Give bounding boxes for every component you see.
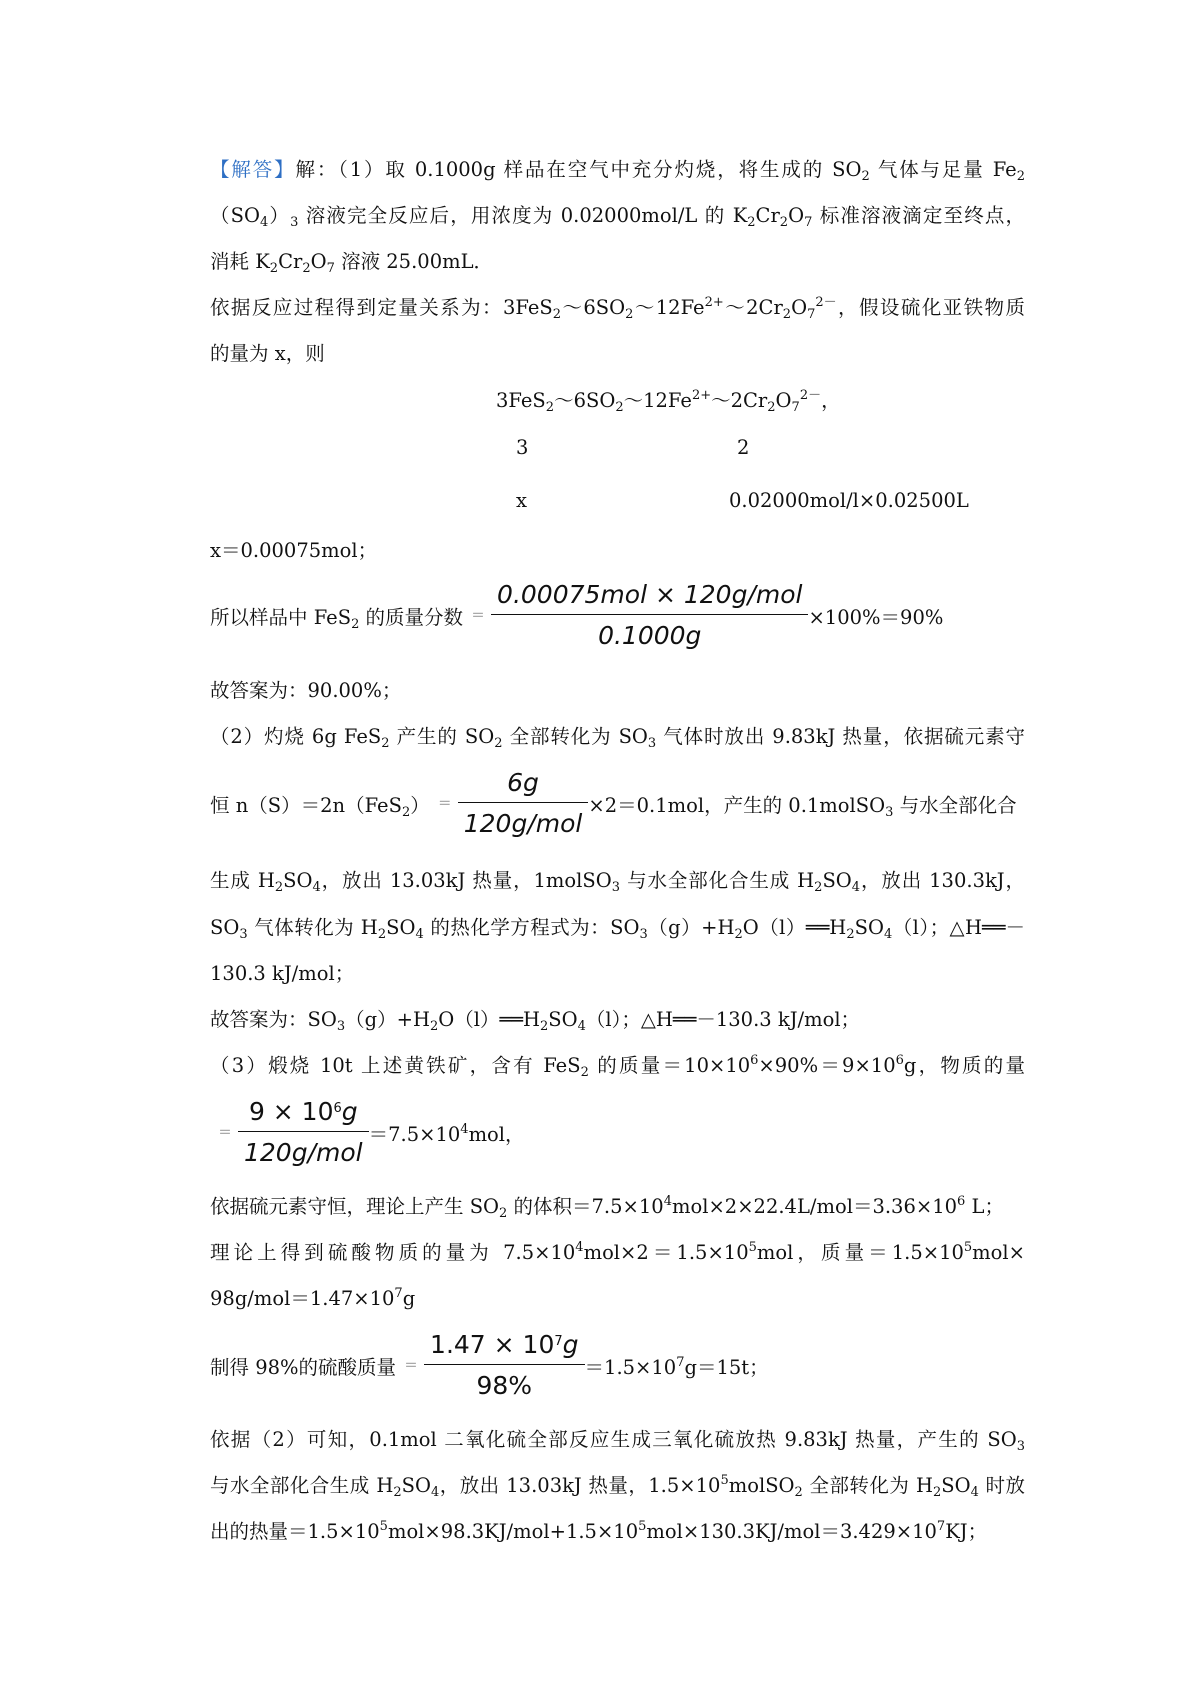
solution-line-3: 消耗 $K_2Cr_2O_7$ 溶液 25.00mL． — [210, 250, 494, 276]
answer-1: 故答案为：90.00%； — [210, 679, 402, 702]
part4-line-3: 出的热量$=1.5\times 10^5mol\times 98.3KJ/mol+1.5\times 10^5mol\times 130.3KJ/mol=3.429\times 10^7KJ$； — [210, 1519, 988, 1543]
fraction-moles: $\frac{9 \times 10^6g}{\text{120g/mol}}$ — [238, 1095, 369, 1170]
part2-line-4: $SO_3$ 气体转化为 $H_2SO_4$ 的热化学方程式为：$SO_3(g)+H_2O(l)══H_2SO_4(l)$；△H══－ — [210, 916, 1026, 942]
fraction-acid-mass: $\frac{1.47 \times 10^7g}{98\%}$ — [424, 1328, 584, 1403]
ratio-left: 3 — [516, 436, 529, 459]
part4-line-1: 依据（2）可知，0.1mol 二氧化硫全部反应生成三氧化硫放热 9.83kJ 热量，产生的 $SO_3$ — [210, 1428, 1025, 1454]
solution-line-2: $(SO_4)_3$ 溶液完全反应后，用浓度为 0.02000mol/L 的 $K_2Cr_2O_7$ 标准溶液滴定至终点， — [210, 204, 1025, 230]
part3-line-1: （3）煅烧 10t 上述黄铁矿，含有 FeS$_2$ 的质量$=10\times 10^6\times 90\%=9\times 10^6g$，物质的量 — [210, 1053, 1025, 1080]
mass-fraction-line: 所以样品中 FeS$_2$ 的质量分数 ＝ $\frac{\text{0.00075mol × 120g/mol}}{0.1000g}$ ×100%＝90% — [210, 578, 943, 653]
part3-line-5: $98g/mol=1.47\times 10^7g$ — [210, 1286, 416, 1310]
reaction-equation: $3FeS_2\sim 6SO_2\sim 12Fe^{2+}\sim 2Cr_2O_7^{2-}$， — [496, 388, 841, 415]
x-result: x＝0.00075mol； — [210, 539, 378, 562]
solution-line-5: 的量为 x，则 — [210, 342, 325, 365]
fraction-mass-fraction: $\frac{\text{0.00075mol × 120g/mol}}{0.1000g}$ — [491, 578, 808, 653]
fraction-moles-fes2: $\frac{6g}{\text{120g/mol}}$ — [458, 766, 589, 841]
unknown-right: 0.02000mol/l×0.02500L — [729, 489, 969, 512]
unknown-left: x — [516, 489, 527, 512]
solution-line-4: 依据反应过程得到定量关系为：$3FeS_2\sim 6SO_2\sim 12Fe^{2+}\sim 2Cr_2O_7^{2-}$，假设硫化亚铁物质 — [210, 295, 1025, 322]
solution-line-1: 【解答】解：（1）取 0.1000g 样品在空气中充分灼烧，将生成的 $SO_2$ 气体与足量 $Fe_2$ — [210, 158, 1025, 184]
answer-2: 故答案为：$SO_3(g)+H_2O(l)══H_2SO_4(l)$；△H══－130.3 kJ/mol； — [210, 1008, 861, 1034]
part2-line-1: （2）灼烧 6g FeS$_2$ 产生的 $SO_2$ 全部转化为 $SO_3$ 气体时放出 9.83kJ 热量，依据硫元素守 — [210, 725, 1025, 751]
part3-line-4: 理论上得到硫酸物质的量为 $7.5\times 10^4mol\times 2=1.5\times 10^5mol$，质量$=1.5\times 10^5mol\times$ — [210, 1240, 1025, 1264]
part4-line-2: 与水全部化合生成 $H_2SO_4$，放出 13.03kJ 热量，$1.5\times 10^5molSO_2$ 全部转化为 $H_2SO_4$ 时放 — [210, 1473, 1025, 1500]
ratio-right: 2 — [737, 436, 750, 459]
solution-tag: 【解答】 — [210, 158, 296, 181]
sulfur-conservation-line: 恒 n（S）＝2n（FeS$_2$） ＝ $\frac{6g}{\text{120g/mol}}$ ×2＝0.1mol，产生的 0.1molSO$_3$ 与水全部化合 — [210, 766, 1017, 841]
part2-line-3: 生成 $H_2SO_4$，放出 13.03kJ 热量，1molSO$_3$ 与水全部化合生成 $H_2SO_4$，放出 130.3kJ， — [210, 869, 1025, 895]
moles-line: ＝ $\frac{9 \times 10^6g}{\text{120g/mol}}$ $=7.5\times 10^4mol$， — [210, 1095, 525, 1170]
sulfuric-acid-mass-line: 制得 98%的硫酸质量 ＝ $\frac{1.47 \times 10^7g}{98\%}$ $=1.5\times 10^7g=15t$； — [210, 1328, 769, 1403]
part2-line-5: 130.3 kJ/mol； — [210, 962, 355, 985]
part3-line-3: 依据硫元素守恒，理论上产生 $SO_2$ 的体积$=7.5\times 10^4mol\times 2\times 22.4L/mol=3.36\times 10^6$ L； — [210, 1194, 1004, 1221]
